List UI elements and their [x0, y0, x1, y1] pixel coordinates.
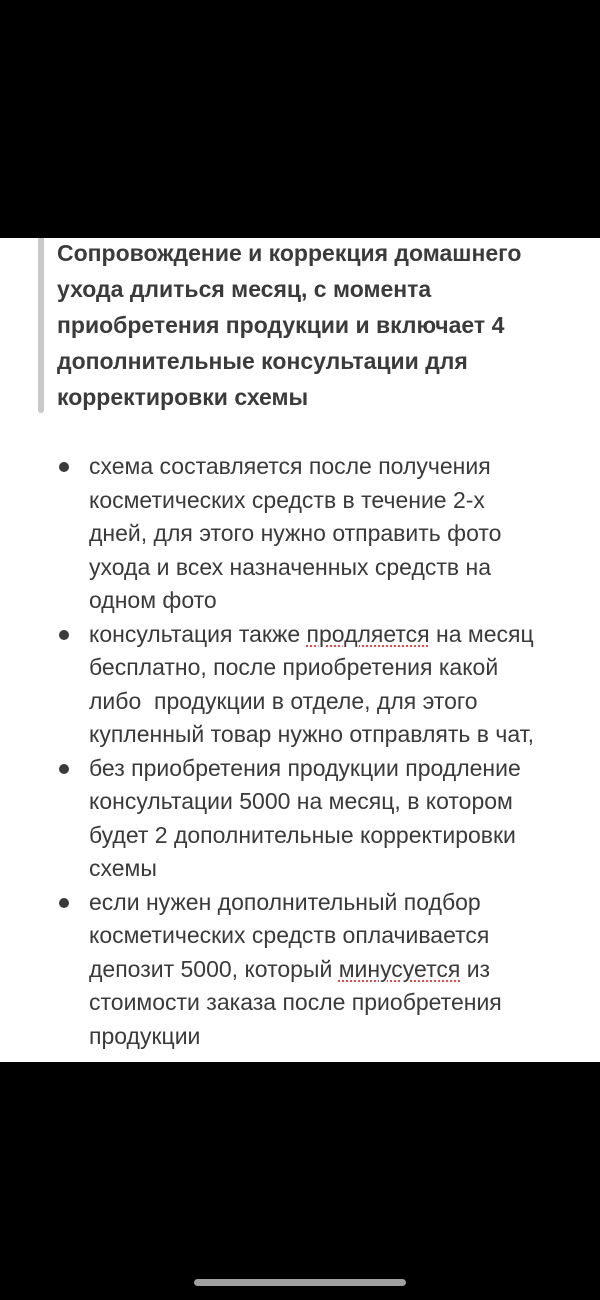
text-segment: если нужен дополнительный подбор — [89, 888, 481, 915]
text-segment: ухода и всех назначенных средств на — [89, 553, 492, 580]
blockquote-line: корректировки схемы — [57, 384, 309, 410]
bullet-line — [89, 919, 600, 953]
bullet-item — [0, 450, 600, 618]
top-black-area — [0, 0, 600, 238]
bullet-item — [0, 752, 600, 886]
text-segment: будет 2 дополнительные корректировки — [89, 821, 516, 848]
bullet-line — [89, 886, 600, 920]
text-segment: без приобретения продукции продление — [89, 754, 521, 781]
bullet-line — [89, 517, 600, 551]
home-indicator[interactable] — [194, 1279, 406, 1286]
text-segment: консультации 5000 на месяц, в котором — [89, 788, 513, 814]
text-segment: одном фото — [89, 587, 217, 613]
bullet-dot-icon — [59, 898, 69, 908]
text-segment: дней, для этого нужно отправить фото — [89, 520, 502, 546]
misspelled-word[interactable]: продляется — [306, 620, 430, 647]
text-segment: из — [460, 955, 491, 982]
bullet-line — [89, 852, 600, 886]
bullet-item — [0, 886, 600, 1054]
text-segment: схемы — [89, 855, 157, 881]
bullet-line — [89, 618, 600, 652]
text-segment: косметических средств оплачивается — [89, 922, 490, 948]
bullet-dot-icon — [59, 630, 69, 640]
text-segment: бесплатно, после приобретения какой — [89, 654, 499, 680]
bullet-line — [89, 953, 600, 987]
bullet-line — [89, 986, 600, 1020]
blockquote-line: Сопровождение и коррекция домашнего — [57, 240, 522, 266]
bullet-list — [0, 450, 600, 1053]
text-segment: стоимости заказа после приобретения — [89, 989, 502, 1015]
bullet-line — [89, 450, 600, 484]
text-segment: продукции — [89, 1022, 201, 1049]
bullet-item — [0, 618, 600, 752]
bullet-dot-icon — [59, 764, 69, 774]
blockquote — [57, 238, 521, 415]
blockquote-line: приобретения продукции и включает 4 — [57, 312, 505, 338]
bullet-line — [89, 1020, 600, 1054]
bullet-line — [89, 584, 600, 618]
bullet-line — [89, 785, 600, 819]
blockquote-line: дополнительные консультации для — [57, 348, 468, 374]
misspelled-word[interactable]: минусуется — [338, 955, 461, 982]
blockquote-line: ухода длиться месяц, с момента — [57, 276, 432, 302]
text-segment: депозит 5000, который — [89, 955, 339, 982]
text-segment: косметических средств в течение 2-х — [89, 486, 485, 513]
text-segment: на месяц — [429, 620, 534, 647]
text-segment: консультация также — [89, 620, 307, 647]
blockquote-bar — [38, 238, 44, 413]
text-segment: схема составляется после получения — [89, 453, 491, 479]
bullet-line — [89, 718, 600, 752]
text-segment: либо продукции в отделе, для этого — [89, 687, 478, 714]
bullet-line — [89, 484, 600, 518]
bullet-line — [89, 819, 600, 853]
bullet-line — [89, 651, 600, 685]
bottom-black-area — [0, 1062, 600, 1300]
bullet-line — [89, 551, 600, 585]
bullet-line — [89, 685, 600, 719]
note-content — [0, 238, 600, 1062]
bullet-dot-icon — [59, 462, 69, 472]
bullet-line — [89, 752, 600, 786]
text-segment: купленный товар нужно отправлять в чат, — [89, 721, 534, 747]
